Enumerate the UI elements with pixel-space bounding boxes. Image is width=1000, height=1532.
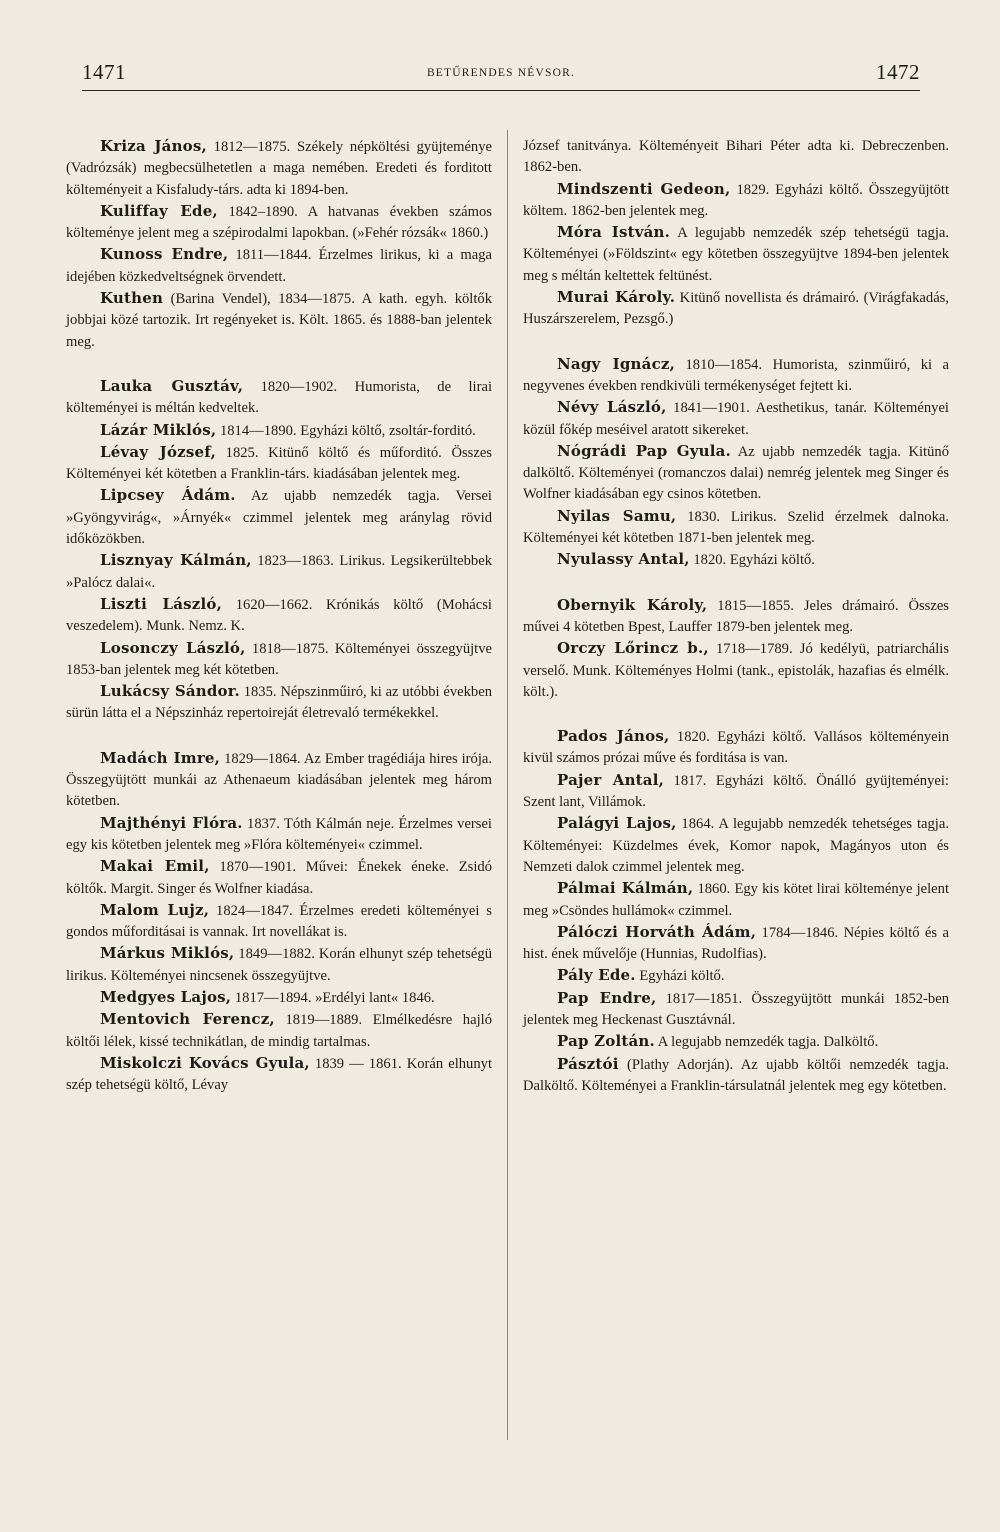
entry-text: A legujabb nemzedék tagja. Dalköltő. [654, 1034, 879, 1051]
letter-section-gap [523, 703, 949, 726]
column-divider [507, 130, 508, 1440]
entry-name: Makai Emil, [100, 857, 210, 876]
entry [66, 550, 492, 594]
entry-name: Murai Károly. [557, 288, 676, 307]
entry [66, 638, 492, 682]
entry-text: 1820. Egyházi költő. [689, 552, 815, 569]
entry [523, 726, 949, 770]
entry [523, 506, 949, 550]
entry-text: 1820. Egyházi költő. Vallásos költeményein kivül számos prózai műve és forditása is van. [523, 729, 949, 767]
entry-text: Kitünő novellista és drámairó. (Virágfakadás, Huszárszerelem, Pezsgő.) [523, 290, 949, 328]
entry-name: Pap Endre, [557, 988, 657, 1007]
entry [66, 856, 492, 900]
entry-name: Malom Lujz, [100, 900, 210, 919]
entry [66, 943, 492, 987]
entry-text: 1817—1851. Összegyüjtött munkái 1852-ben jelentek meg Heckenast Gusztávnál. [523, 990, 949, 1028]
entry [523, 595, 949, 639]
entry-name: Pap Zoltán. [557, 1032, 655, 1051]
entry-name: Nyulassy Antal, [557, 550, 690, 569]
entry-text: 1824—1847. Érzelmes eredeti költeményei s gondos műforditásai is vannak. Irt novellákat is. [66, 902, 492, 941]
entry [523, 813, 949, 878]
letter-section-gap [66, 353, 492, 376]
entry [66, 1009, 492, 1053]
entry-text: Egyházi költő. [635, 968, 725, 985]
entry-name: Losonczy László, [100, 638, 246, 657]
entry-name: Kriza János, [100, 137, 207, 155]
entry-text: 1818—1875. Költeményei összegyüjtve 1853-ban jelentek meg két kötetben. [66, 640, 492, 678]
entry [66, 288, 492, 353]
entry [523, 136, 949, 179]
entry-text: 1815—1855. Jeles drámairó. Összes művei 4 kötetben Bpest, Lauffer 1879-ben jelentek meg. [523, 597, 949, 635]
entry [66, 136, 492, 201]
entry-name: Orczy Lőrincz b., [557, 639, 709, 658]
entry [66, 485, 492, 550]
entry-name: Palágyi Lajos, [557, 814, 677, 833]
entry-text: 1811—1844. Érzelmes lirikus, ki a maga idejében közkedveltségnek örvendett. [66, 247, 492, 285]
entry-name: Kunoss Endre, [100, 245, 229, 264]
entry-name: Márkus Miklós, [100, 944, 235, 963]
entry-name: Pály Ede. [557, 966, 636, 985]
entry-text: A legujabb nemzedék szép tehetségü tagja. Költeményei (»Földszint« egy kötetben összegyüjtve 1894-ben jelentek meg s méltán keltettek feltünést. [523, 225, 950, 284]
entry-name: Medgyes Lajos, [100, 987, 232, 1006]
entry [66, 201, 492, 245]
entry-name: Lipcsey Ádám. [100, 486, 236, 505]
entry-text: 1817—1894. »Erdélyi lant« 1846. [231, 989, 435, 1006]
letter-section-gap [523, 331, 949, 354]
entry-text: 1829. Egyházi költő. Összegyüjtött költem. 1862-ben jelentek meg. [523, 181, 950, 219]
entry-text: 1839 — 1861. Korán elhunyt szép tehetségü költő, Lévay [66, 1055, 492, 1094]
entry-name: Lázár Miklós, [100, 420, 217, 439]
entry-text: 1841—1901. Aesthetikus, tanár. Költeményei közül főkép meséivel aratott sikereket. [523, 400, 949, 438]
entry-text: 1820—1902. Humorista, de lirai költeményei is méltán kedveltek. [66, 378, 492, 417]
entry [66, 900, 492, 944]
entry-name: Nagy Ignácz, [557, 354, 676, 373]
entry-name: Nyilas Samu, [557, 506, 677, 525]
entry-text: 1870—1901. Művei: Énekek éneke. Zsidó költők. Margit. Singer és Wolfner kiadása. [66, 859, 492, 897]
entry-name: Liszti László, [100, 594, 223, 613]
entry-name: Pálóczi Horváth Ádám, [557, 922, 757, 941]
entry-text: 1860. Egy kis kötet lirai költeménye jelent meg »Csöndes hullámok« czimmel. [523, 881, 949, 919]
entry-name: Névy László, [557, 398, 667, 417]
entry-text: 1620—1662. Krónikás költő (Mohácsi veszedelem). Munk. Nemz. K. [66, 596, 492, 635]
entry [523, 354, 949, 398]
entry-text: József tanitványa. Költeményeit Bihari Péter adta ki. Debreczenben. 1862-ben. [523, 138, 949, 176]
entry-text: 1835. Népszinműiró, ki az utóbbi években sürün látta el a Népszinház repertoireját életrevaló termékekkel. [66, 684, 493, 722]
entry-text: 1825. Kitünő költő és műforditó. Összes Költeményei két kötetben a Franklin-társ. kiadásában jelentek meg. [66, 444, 492, 483]
entry [66, 594, 492, 638]
entry-name: Kuthen [100, 289, 164, 308]
entry-text: (Plathy Adorján). Az ujabb költői nemzedék tagja. Dalköltő. Költeményei a Franklin-társulatnál jelentek meg egy kötetben. [523, 1056, 949, 1094]
entry [523, 1054, 949, 1098]
entry [523, 965, 949, 987]
entry-text: Az ujabb nemzedék tagja. Versei »Gyöngyvirág«, »Árnyék« czimmel jelentek meg aránylag rövid időközökben. [66, 488, 492, 548]
entry-name: Pajer Antal, [557, 770, 665, 789]
entry-name: Pálmai Kálmán, [557, 879, 694, 898]
entry-name: Lisznyay Kálmán, [100, 551, 252, 570]
entry-text: 1864. A legujabb nemzedék tehetséges tagja. Költeményei: Küzdelmes évek, Komor napok, Magányos uton és Nemzeti dalok czimmel jelentek meg. [523, 816, 949, 875]
entry [66, 1053, 492, 1097]
entry-name: Pados János, [557, 727, 670, 746]
entry-text: 1830. Lirikus. Szelid érzelmek dalnoka. Költeményei két kötetben 1871-ben jelentek meg. [523, 508, 949, 547]
entry [523, 397, 949, 441]
entry [66, 681, 492, 725]
entry-text: (Barina Vendel), 1834—1875. A kath. egyh. költők jobbjai közé tartozik. Irt regényeket is. Költ. 1865. és 1888-ban jelentek meg. [66, 291, 492, 350]
entry [66, 987, 492, 1009]
entry-name: Lukácsy Sándor. [100, 682, 240, 701]
letter-section-gap [66, 725, 492, 748]
entry-text: 1817. Egyházi költő. Önálló gyüjteményei: Szent lant, Villámok. [523, 772, 949, 811]
entry [523, 922, 949, 966]
entry-name: Lauka Gusztáv, [100, 376, 244, 395]
right-column [523, 136, 949, 1097]
entry [66, 244, 492, 288]
running-title: BETŰRENDES NÉVSOR. [426, 67, 576, 79]
entry-text: 1819—1889. Elmélkedésre hajló költői lélek, kissé technikátlan, de mindig tartalmas. [66, 1012, 492, 1050]
entry-text: 1814—1890. Egyházi költő, zsoltár-forditó. [216, 422, 476, 439]
entry [66, 813, 492, 857]
entry-text: 1784—1846. Népies költő és a hist. ének művelője (Hunnias, Rudolfias). [523, 924, 949, 963]
entry [523, 441, 949, 506]
entry-text: 1810—1854. Humorista, szinműiró, ki a negyvenes években rendkivüli termékenységet fejtett ki. [523, 356, 949, 394]
entry [523, 287, 949, 331]
entry-name: Kuliffay Ede, [100, 201, 218, 220]
entry [66, 442, 492, 486]
entry-text: 1842–1890. A hatvanas években számos költeménye jelent meg a szépirodalmi lapokban. (»Fehér rózsák« 1860.) [66, 203, 492, 242]
entry-name: Nógrádi Pap Gyula. [557, 441, 731, 460]
entry [523, 179, 949, 223]
page-header [82, 58, 920, 91]
entry [523, 549, 949, 571]
entry-text: Az ujabb nemzedék tagja. Kitünő dalköltő. Költeményei (romanczos dalai) nemrég jelentek meg Singer és Wolfner kiadásában egy csinos kötetben. [523, 443, 950, 503]
letter-section-gap [523, 572, 949, 595]
entry-text: 1829—1864. Az Ember tragédiája hires irója. Összegyüjtött munkái az Athenaeum kiadásában jelentek meg három kötetben. [66, 750, 493, 810]
entry-text: 1849—1882. Korán elhunyt szép tehetségü lirikus. Költeményei nincsenek összegyüjtve. [66, 946, 492, 984]
entry-name: Móra István. [557, 223, 671, 242]
entry [523, 770, 949, 814]
entry-name: Mindszenti Gedeon, [557, 179, 731, 198]
page-number-left: 1471 [82, 60, 126, 84]
entry-name: Obernyik Károly, [557, 595, 708, 614]
entry-name: Mentovich Ferencz, [100, 1010, 275, 1029]
entry-text: 1837. Tóth Kálmán neje. Érzelmes versei egy kis kötetben jelentek meg »Flóra költeményei« czimmel. [66, 815, 492, 853]
entry-name: Miskolczi Kovács Gyula, [100, 1053, 310, 1072]
entry [523, 878, 949, 922]
entry [523, 222, 949, 287]
entry-name: Majthényi Flóra. [100, 813, 243, 832]
entry-text: 1823—1863. Lirikus. Legsikerültebbek »Palócz dalai«. [66, 553, 492, 591]
entry-name: Lévay József, [100, 442, 217, 461]
page-number-right: 1472 [876, 60, 920, 84]
entry [523, 638, 949, 703]
entry [66, 376, 492, 420]
entry-name: Madách Imre, [100, 748, 221, 767]
entry [66, 420, 492, 442]
entry [66, 748, 492, 813]
entry [523, 988, 949, 1032]
entry-text: 1718—1789. Jó kedélyü, patriarchális verselő. Munk. Költeményes Holmi (tank., epistolák, hazafias és elmélk. költ.). [523, 641, 950, 700]
entry-text: 1812—1875. Székely népköltési gyüjteménye (Vadrózsák) megbecsülhetetlen a maga nemében. Eredeti és forditott költeményeit a Kisfaludy-társ. adta ki 1894-ben. [66, 139, 492, 198]
entry [523, 1031, 949, 1053]
entry-name: Pásztói [557, 1054, 619, 1073]
left-column [66, 136, 492, 1096]
